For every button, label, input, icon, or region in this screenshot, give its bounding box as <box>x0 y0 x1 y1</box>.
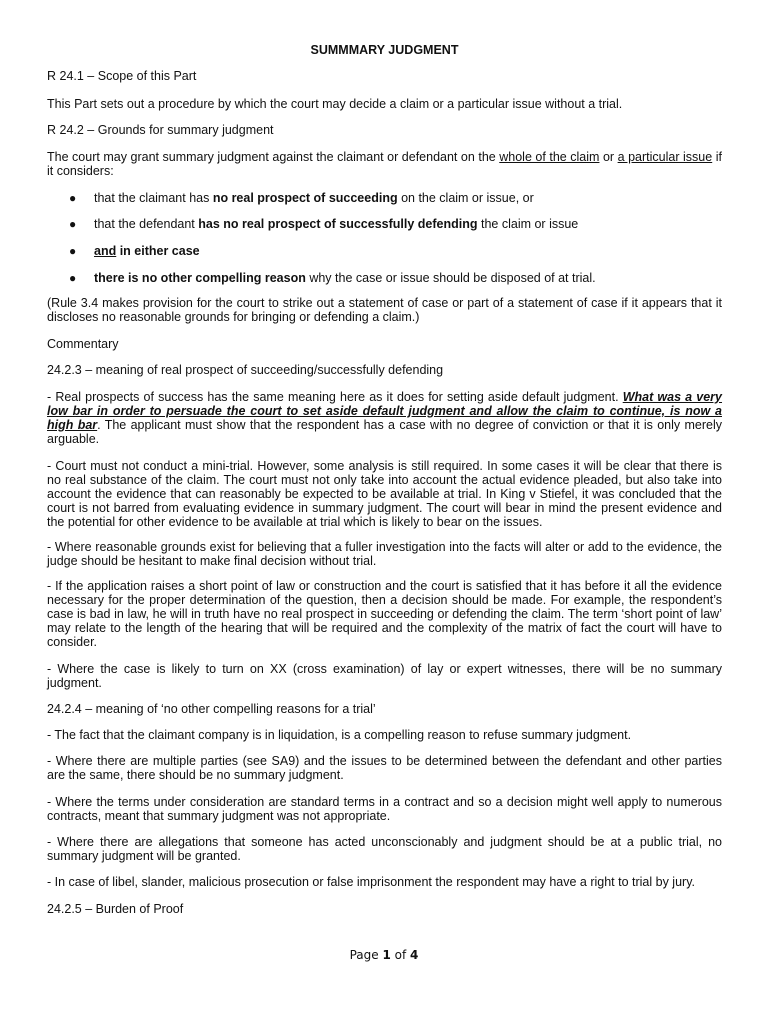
r242-intro: The court may grant summary judgment against the claimant or defendant on the whole of the claim or a particular issue if it considers: <box>47 150 722 178</box>
s2423-paragraph: - If the application raises a short point of law or construction and the court is satisfied that it has before it all the evidence necessary for the proper determination of the question, then a decision should be made. For example, the respondent’s case is bad in law, he will in truth have no real prospect in succeeding or defending the claim. The term ‘short point of law’ may relate to the length of the hearing that will be required and the complexity of the matrix of fact the court will have to consider. <box>47 579 722 649</box>
s2424-paragraph: - Where there are allegations that someone has acted unconscionably and judgment should be at a public trial, no summary judgment will be granted. <box>47 835 722 863</box>
r241-text: This Part sets out a procedure by which the court may decide a claim or a particular issue without a trial. <box>47 97 623 111</box>
heading-2423: 24.2.3 – meaning of real prospect of succeeding/successfully defending <box>47 363 444 377</box>
page-footer: Page 1 of 4 <box>349 948 419 962</box>
heading-r242: R 24.2 – Grounds for summary judgment <box>47 123 274 137</box>
rule-34-note: (Rule 3.4 makes provision for the court to strike out a statement of case or part of a statement of case if it appears that it discloses no reasonable grounds for bringing or defending a claim.) <box>47 296 722 324</box>
bullet-icon: ● <box>69 217 77 231</box>
bullet-icon: ● <box>69 244 77 258</box>
s2423-paragraph: - Where the case is likely to turn on XX (cross examination) of lay or expert witnesses, there will be no summary judgment. <box>47 662 722 690</box>
s2423-paragraph: - Court must not conduct a mini-trial. However, some analysis is still required. In some cases it will be clear that there is no real substance of the claim. The court must not only take into account the actual evidence pleaded, but also take into account the evidence that can reasonably be expected to be available at trial. In King v Stiefel, it was concluded that the court is not barred from evaluating evidence in summary judgment. The court will bear in mind the present evidence and the potential for other evidence to be available at trial which is likely to bear on the issues. <box>47 459 722 529</box>
document-title: SUMMMARY JUDGMENT <box>310 43 459 57</box>
bullet-icon: ● <box>69 191 77 205</box>
commentary-heading: Commentary <box>47 337 119 351</box>
heading-2425: 24.2.5 – Burden of Proof <box>47 902 184 916</box>
high-bar-emphasis: What was a very low bar in order to persuade the court to set aside default judgment and allow the claim to continue, is now a high bar <box>47 390 723 432</box>
s2424-paragraph: - In case of libel, slander, malicious prosecution or false imprisonment the respondent may have a right to trial by jury. <box>47 875 695 889</box>
total-pages-number: 4 <box>410 948 419 962</box>
s2424-paragraph: - The fact that the claimant company is in liquidation, is a compelling reason to refuse summary judgment. <box>47 728 632 742</box>
bullet-icon: ● <box>69 271 77 285</box>
s2423-paragraph: - Where reasonable grounds exist for believing that a fuller investigation into the facts will alter or add to the evidence, the judge should be hesitant to make final decision without trial. <box>47 540 722 568</box>
current-page-number: 1 <box>382 948 391 962</box>
whole-of-claim-underline: whole of the claim <box>499 150 600 164</box>
heading-r241: R 24.1 – Scope of this Part <box>47 69 197 83</box>
s2423-paragraph: - Real prospects of success has the same meaning here as it does for setting aside default judgment. What was a very low bar in order to persuade the court to set aside default judgment and allow the claim to continue, is now a high bar. The applicant must show that the respondent has a case with no degree of conviction or that it is only merely arguable. <box>47 390 723 446</box>
s2424-paragraph: - Where the terms under consideration are standard terms in a contract and so a decision might well apply to numerous contracts, meant that summary judgment was not appropriate. <box>47 795 722 823</box>
particular-issue-underline: a particular issue <box>617 150 713 164</box>
heading-2424: 24.2.4 – meaning of ‘no other compelling reasons for a trial’ <box>47 702 376 716</box>
s2424-paragraph: - Where there are multiple parties (see SA9) and the issues to be determined between the defendant and other parties are the same, there should be no summary judgment. <box>47 754 722 782</box>
